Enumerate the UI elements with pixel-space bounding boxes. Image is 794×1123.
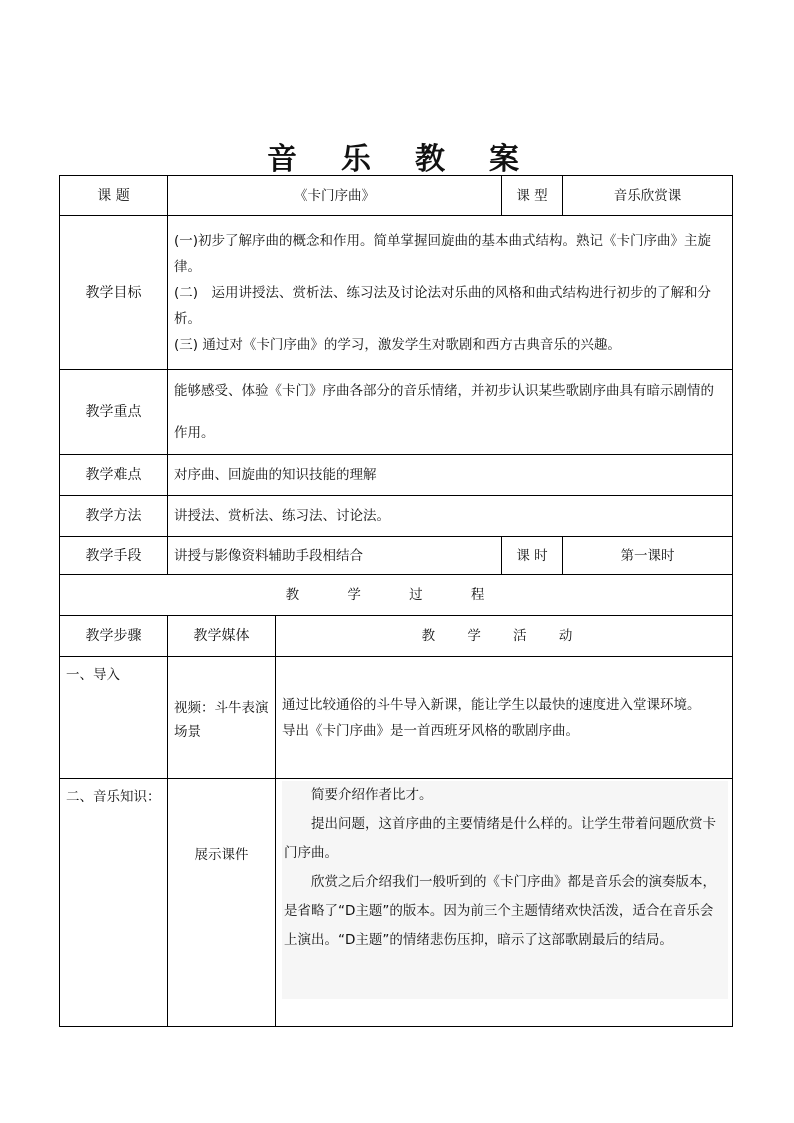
row-column-headers	[60, 616, 733, 657]
column-media: 教学媒体	[168, 616, 276, 657]
method-label: 教学方法	[60, 496, 168, 537]
objective-item: (一)初步了解序曲的概念和作用。简单掌握回旋曲的基本曲式结构。熟记《卡门序曲》主旋律。	[174, 232, 712, 275]
difficulty-label: 教学难点	[60, 455, 168, 496]
objective-content	[168, 216, 733, 370]
activity-line: 通过比较通俗的斗牛导入新课，能让学生以最快的速度进入堂课环境。	[282, 696, 701, 713]
step-activity	[276, 657, 733, 779]
hours-value: 第一课时	[563, 537, 733, 575]
column-activity: 教 学 活 动	[276, 616, 733, 657]
row-topic	[60, 176, 733, 216]
table-row	[60, 657, 733, 779]
row-means	[60, 537, 733, 575]
step-media	[168, 657, 276, 779]
step-name: 二、音乐知识：	[60, 779, 168, 1027]
step-media: 展示课件	[168, 779, 276, 1027]
objective-item: (三) 通过对《卡门序曲》的学习，激发学生对歌剧和西方古典音乐的兴趣。	[174, 336, 621, 353]
row-method	[60, 496, 733, 537]
row-key	[60, 370, 733, 455]
title-char: 案	[489, 142, 527, 177]
column-step: 教学步骤	[60, 616, 168, 657]
title-char: 教	[415, 142, 453, 177]
type-value: 音乐欣赏课	[563, 176, 733, 216]
table-row	[60, 779, 733, 1027]
lesson-plan-table	[59, 175, 733, 1027]
title-char: 乐	[341, 142, 379, 177]
objective-item: (二) 运用讲授法、赏析法、练习法及讨论法对乐曲的风格和曲式结构进行初步的了解和分析。	[174, 284, 712, 327]
key-text: 能够感受、体验《卡门》序曲各部分的音乐情绪，并初步认识某些歌剧序曲具有暗示剧情的作用。	[174, 383, 714, 441]
step-name: 一、导入	[60, 657, 168, 779]
row-difficulty	[60, 455, 733, 496]
process-header: 教 学 过 程	[60, 575, 733, 616]
row-objective	[60, 216, 733, 370]
step-activity	[276, 779, 733, 1027]
activity-line: 欣赏之后介绍我们一般听到的《卡门序曲》都是音乐会的演奏版本，是省略了“D主题”的版本。因为前三个主题情绪欢快活泼，适合在音乐会上演出。“D主题”的情绪悲伤压抑，暗示了这部歌剧最后的结局。	[284, 874, 716, 948]
activity-line: 简要介绍作者比才。	[311, 787, 433, 803]
media-text: 视频：斗牛表演 场景	[174, 699, 269, 740]
type-label: 课 型	[502, 176, 563, 216]
method-value: 讲授法、赏析法、练习法、讨论法。	[168, 496, 733, 537]
title-char: 音	[267, 142, 305, 177]
objective-label: 教学目标	[60, 216, 168, 370]
key-content	[168, 370, 733, 455]
means-value: 讲授与影像资料辅助手段相结合	[168, 537, 502, 575]
hours-label: 课 时	[502, 537, 563, 575]
activity-line: 提出问题，这首序曲的主要情绪是什么样的。让学生带着问题欣赏卡门序曲。	[284, 816, 716, 861]
page-title	[0, 134, 794, 178]
difficulty-value: 对序曲、回旋曲的知识技能的理解	[168, 455, 733, 496]
means-label: 教学手段	[60, 537, 168, 575]
activity-line: 导出《卡门序曲》是一首西班牙风格的歌剧序曲。	[282, 722, 579, 739]
topic-label: 课 题	[60, 176, 168, 216]
topic-value: 《卡门序曲》	[168, 176, 502, 216]
key-label: 教学重点	[60, 370, 168, 455]
row-process-header	[60, 575, 733, 616]
